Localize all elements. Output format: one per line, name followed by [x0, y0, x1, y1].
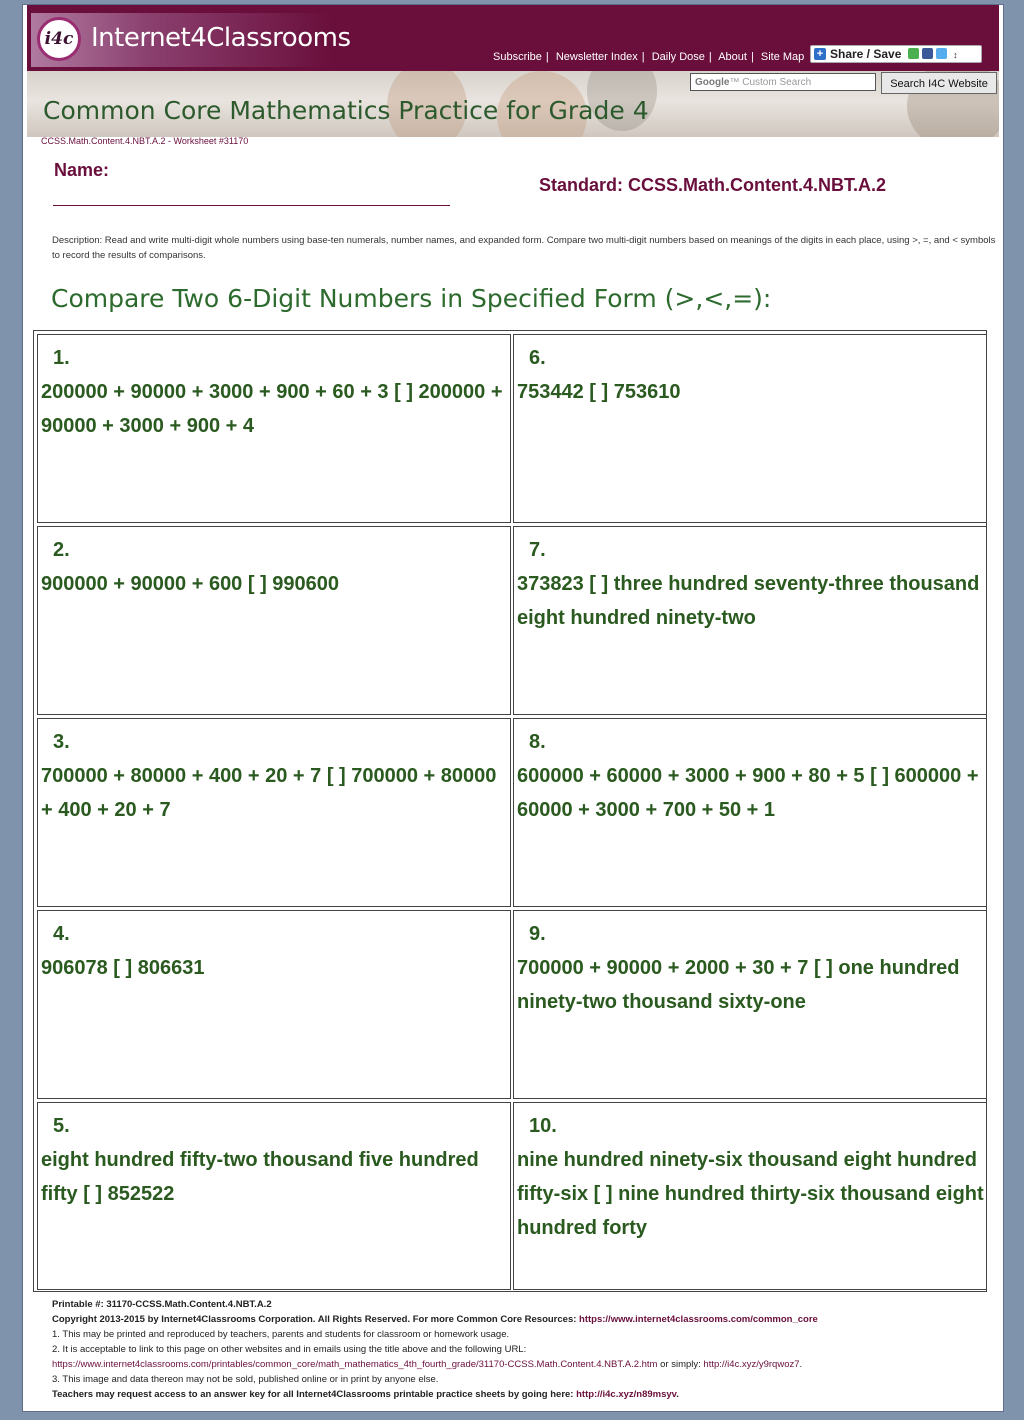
short-url-link[interactable]: http://i4c.xyz/y9rqwoz7 — [703, 1359, 800, 1370]
question-number: 1. — [53, 347, 70, 369]
share-save-button[interactable] — [810, 45, 982, 63]
question-text: 373823 [ ] three hundred seventy-three thousand eight hundred ninety-two — [517, 573, 980, 629]
question-text: 600000 + 60000 + 3000 + 900 + 80 + 5 [ ] 600000 + 60000 + 3000 + 700 + 50 + 1 — [517, 765, 979, 821]
name-line — [53, 205, 450, 206]
question-text: eight hundred fifty-two thousand five hundred fifty [ ] 852522 — [41, 1149, 479, 1205]
facebook-icon — [922, 48, 933, 59]
question-cell-3 — [37, 718, 511, 907]
question-number: 6. — [529, 347, 546, 369]
share-plus-icon: + — [814, 48, 826, 60]
copyright: Copyright 2013-2015 by Internet4Classrooms Corporation. All Rights Reserved. For more Common Core Resources: https://www.internet4classrooms.com/common_core — [52, 1314, 818, 1325]
nav-subscribe[interactable]: Subscribe — [493, 51, 542, 63]
question-text: 700000 + 80000 + 400 + 20 + 7 [ ] 700000 + 80000 + 400 + 20 + 7 — [41, 765, 497, 821]
search-placeholder: Custom Search — [742, 77, 812, 88]
header-banner — [27, 71, 999, 137]
question-cell-6 — [513, 334, 987, 523]
footer — [52, 1297, 996, 1402]
question-text: 700000 + 90000 + 2000 + 30 + 7 [ ] one hundred ninety-two thousand sixty-one — [517, 957, 960, 1013]
note-1: 1. This may be printed and reproduced by teachers, parents and students for classroom or homework usage. — [52, 1329, 510, 1340]
site-header — [27, 5, 999, 71]
question-cell-2 — [37, 526, 511, 715]
name-label: Name: — [54, 160, 110, 180]
question-text: 900000 + 90000 + 600 [ ] 990600 — [41, 573, 340, 595]
question-cell-10 — [513, 1102, 987, 1290]
printable-number: Printable #: 31170-CCSS.Math.Content.4.NBT.A.2 — [52, 1299, 272, 1310]
site-logo[interactable] — [31, 13, 351, 67]
answer-key-note: Teachers may request access to an answer key for all Internet4Classrooms printable practice sheets by going here: http://i4c.xyz/n89msyv. — [52, 1389, 679, 1400]
share-label: Share / Save — [830, 47, 902, 61]
search-input[interactable]: Google™ Custom Search — [690, 73, 876, 91]
note-3: 3. This image and data thereon may not be sold, published online or in print by anyone else. — [52, 1374, 439, 1385]
standard-label: Standard: CCSS.Math.Content.4.NBT.A.2 — [539, 175, 887, 195]
question-text: 753442 [ ] 753610 — [517, 381, 681, 403]
common-core-link[interactable]: https://www.internet4classrooms.com/common_core — [579, 1314, 818, 1325]
logo-mark: i4c — [37, 17, 81, 61]
question-text: 200000 + 90000 + 3000 + 900 + 60 + 3 [ ] 200000 + 90000 + 3000 + 900 + 4 — [41, 381, 503, 437]
question-number: 10. — [529, 1115, 557, 1137]
nav-newsletter-index[interactable]: Newsletter Index — [555, 51, 638, 63]
question-number: 4. — [53, 923, 70, 945]
question-cell-8 — [513, 718, 987, 907]
question-cell-4 — [37, 910, 511, 1099]
answer-key-link[interactable]: http://i4c.xyz/n89msyv — [576, 1389, 677, 1400]
question-cell-1 — [37, 334, 511, 523]
question-grid — [33, 330, 987, 1292]
question-number: 9. — [529, 923, 546, 945]
question-number: 2. — [53, 539, 70, 561]
worksheet-page — [22, 4, 1004, 1412]
question-number: 5. — [53, 1115, 70, 1137]
question-text: 906078 [ ] 806631 — [41, 957, 205, 979]
nav-about[interactable]: About — [718, 51, 747, 63]
top-nav: Subscribe | Newsletter Index | Daily Dose | About | Site Map — [493, 51, 805, 63]
search-button[interactable]: Search I4C Website — [881, 72, 997, 94]
nav-daily-dose[interactable]: Daily Dose — [651, 51, 705, 63]
page-title: Common Core Mathematics Practice for Grade 4 — [43, 96, 649, 125]
logo-text: Internet4Classrooms — [91, 23, 351, 53]
description: Description: Read and write multi-digit whole numbers using base-ten numerals, number names, and expanded form. Compare two multi-digit numbers based on meanings of the digits in each place, using >, =, and < symbols to record the results of comparisons. — [52, 235, 996, 261]
question-cell-5 — [37, 1102, 511, 1290]
question-text: nine hundred ninety-six thousand eight hundred fifty-six [ ] nine hundred thirty-six thousand eight hundred forty — [517, 1149, 984, 1239]
worksheet-id: CCSS.Math.Content.4.NBT.A.2 - Worksheet #31170 — [41, 136, 249, 146]
question-number: 8. — [529, 731, 546, 753]
question-number: 7. — [529, 539, 546, 561]
nav-site-map[interactable]: Site Map — [760, 51, 805, 63]
question-cell-7 — [513, 526, 987, 715]
worksheet-url-link[interactable]: https://www.internet4classrooms.com/printables/common_core/math_mathematics_4th_fourth_grade/31170-CCSS.Math.Content.4.NBT.A.2.htm — [52, 1359, 658, 1370]
chevron-updown-icon: ↕ — [953, 50, 958, 60]
google-brand: Google — [695, 77, 730, 88]
note-2-urls: https://www.internet4classrooms.com/printables/common_core/math_mathematics_4th_fourth_grade/31170-CCSS.Math.Content.4.NBT.A.2.htm or simply: http://i4c.xyz/y9rqwoz7. — [52, 1359, 803, 1370]
note-2: 2. It is acceptable to link to this page on other websites and in emails using the title above and the following URL: — [52, 1344, 527, 1355]
twitter-icon — [936, 48, 947, 59]
section-title: Compare Two 6-Digit Numbers in Specified Form (>,<,=): — [51, 284, 772, 313]
share-generic-icon — [908, 48, 919, 59]
question-cell-9 — [513, 910, 987, 1099]
question-number: 3. — [53, 731, 70, 753]
